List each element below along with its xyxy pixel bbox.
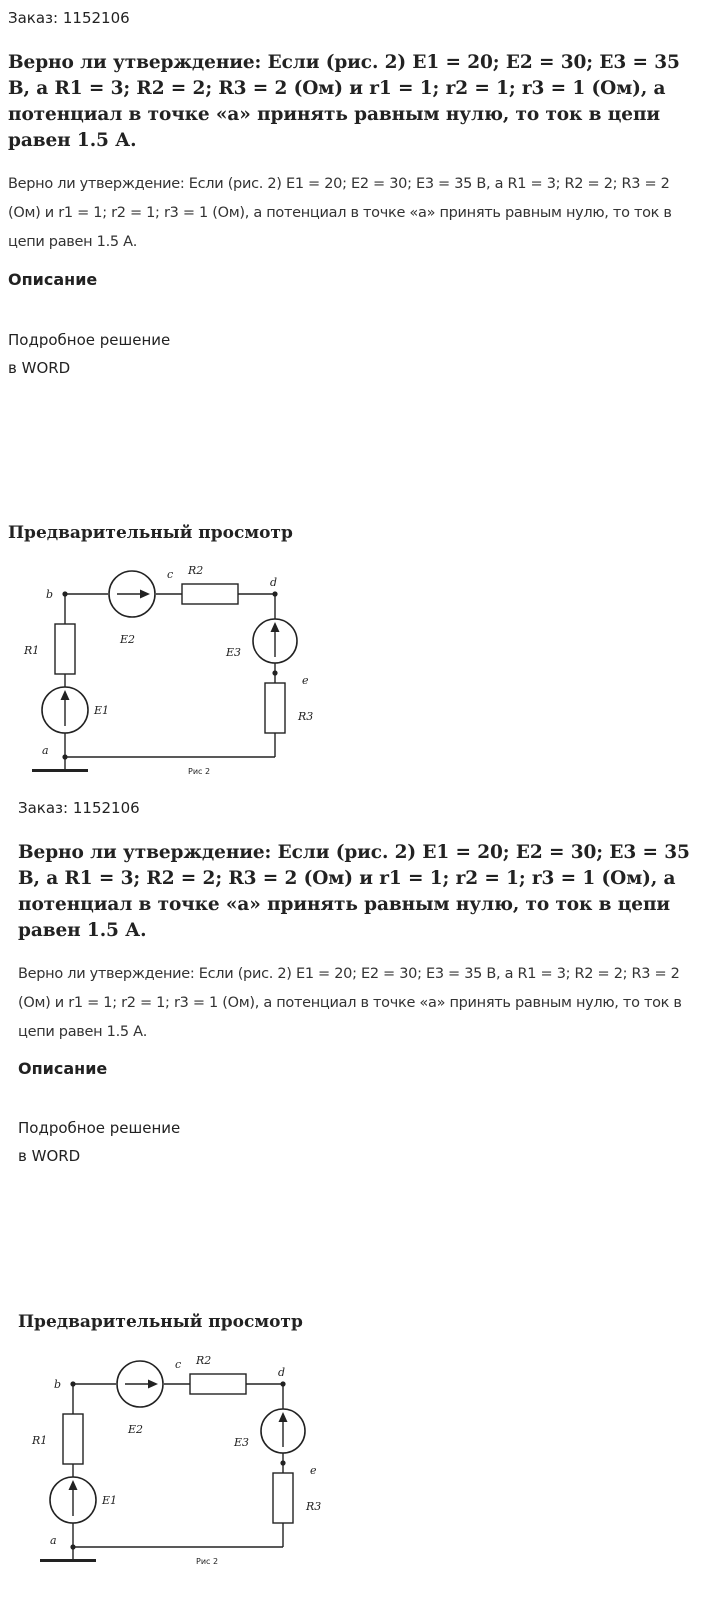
node-b bbox=[70, 1381, 75, 1386]
figure-caption: Рис 2 bbox=[188, 767, 211, 776]
label-node-e: e bbox=[310, 1464, 317, 1477]
preview-heading: Предварительный просмотр bbox=[18, 1312, 303, 1332]
label-r2: R2 bbox=[188, 564, 204, 577]
label-node-d: d bbox=[270, 576, 278, 589]
label-r1: R1 bbox=[24, 644, 40, 657]
label-e2: E2 bbox=[120, 633, 136, 646]
label-node-c: c bbox=[175, 1358, 182, 1371]
description-heading: Описание bbox=[18, 1059, 108, 1078]
circuit-diagram bbox=[28, 1350, 328, 1575]
label-e3: E3 bbox=[226, 646, 242, 659]
description-line-1: Подробное решение bbox=[8, 331, 171, 349]
label-e2: E2 bbox=[128, 1423, 144, 1436]
label-r3: R3 bbox=[306, 1500, 322, 1513]
node-a bbox=[62, 754, 67, 759]
node-a bbox=[70, 1544, 75, 1549]
label-node-c: c bbox=[167, 568, 174, 581]
preview-heading: Предварительный просмотр bbox=[8, 523, 293, 543]
description-line-2: в WORD bbox=[18, 1147, 81, 1165]
label-r1: R1 bbox=[32, 1434, 48, 1447]
question-text: Верно ли утверждение: Если (рис. 2) E1 = 20; E2 = 30; E3 = 35 В, а R1 = 3; R2 = 2; R3 = 2 (Ом) и r1 = 1; r2 = 1; r3 = 1 (Ом), а потенциал в точке «а» принять равным нулю, то ток в цепи равен 1.5 А. bbox=[18, 966, 682, 1040]
node-e bbox=[272, 670, 277, 675]
label-node-a: a bbox=[42, 744, 49, 757]
description-line-2: в WORD bbox=[8, 359, 71, 377]
resistor-r3 bbox=[273, 1473, 293, 1523]
label-e1: E1 bbox=[94, 704, 110, 717]
resistor-r1 bbox=[55, 624, 75, 674]
node-b bbox=[62, 591, 67, 596]
page-title: Верно ли утверждение: Если (рис. 2) E1 = 20; E2 = 30; E3 = 35 В, а R1 = 3; R2 = 2; R3 = 2 (Ом) и r1 = 1; r2 = 1; r3 = 1 (Ом), а потенциал в точке «а» принять равным нулю, то ток в цепи равен 1.5 А. bbox=[18, 842, 690, 941]
order-number: Заказ: 1152106 bbox=[8, 9, 130, 27]
source-e2 bbox=[109, 571, 155, 617]
resistor-r3 bbox=[265, 683, 285, 733]
source-e2 bbox=[117, 1361, 163, 1407]
source-e3 bbox=[261, 1409, 305, 1453]
node-e bbox=[280, 1460, 285, 1465]
source-e1 bbox=[42, 687, 88, 733]
label-node-d: d bbox=[278, 1366, 286, 1379]
node-d bbox=[280, 1381, 285, 1386]
label-e1: E1 bbox=[102, 1494, 118, 1507]
order-number: Заказ: 1152106 bbox=[18, 799, 140, 817]
resistor-r2 bbox=[190, 1374, 246, 1394]
figure-caption: Рис 2 bbox=[196, 1557, 219, 1566]
label-e3: E3 bbox=[234, 1436, 250, 1449]
resistor-r2 bbox=[182, 584, 238, 604]
source-e1 bbox=[50, 1477, 96, 1523]
description-heading: Описание bbox=[8, 270, 98, 289]
ground-symbol bbox=[32, 769, 88, 772]
label-r2: R2 bbox=[196, 1354, 212, 1367]
node-d bbox=[272, 591, 277, 596]
label-r3: R3 bbox=[298, 710, 314, 723]
source-e3 bbox=[253, 619, 297, 663]
question-text: Верно ли утверждение: Если (рис. 2) E1 = 20; E2 = 30; E3 = 35 В, а R1 = 3; R2 = 2; R3 = 2 (Ом) и r1 = 1; r2 = 1; r3 = 1 (Ом), а потенциал в точке «а» принять равным нулю, то ток в цепи равен 1.5 А. bbox=[8, 176, 672, 250]
label-node-a: a bbox=[50, 1534, 57, 1547]
label-node-e: e bbox=[302, 674, 309, 687]
circuit-diagram bbox=[20, 560, 320, 785]
page-title: Верно ли утверждение: Если (рис. 2) E1 = 20; E2 = 30; E3 = 35 В, а R1 = 3; R2 = 2; R3 = 2 (Ом) и r1 = 1; r2 = 1; r3 = 1 (Ом), а потенциал в точке «а» принять равным нулю, то ток в цепи равен 1.5 А. bbox=[8, 52, 680, 151]
label-node-b: b bbox=[46, 588, 54, 601]
label-node-b: b bbox=[54, 1378, 62, 1391]
resistor-r1 bbox=[63, 1414, 83, 1464]
description-line-1: Подробное решение bbox=[18, 1119, 181, 1137]
ground-symbol bbox=[40, 1559, 96, 1562]
